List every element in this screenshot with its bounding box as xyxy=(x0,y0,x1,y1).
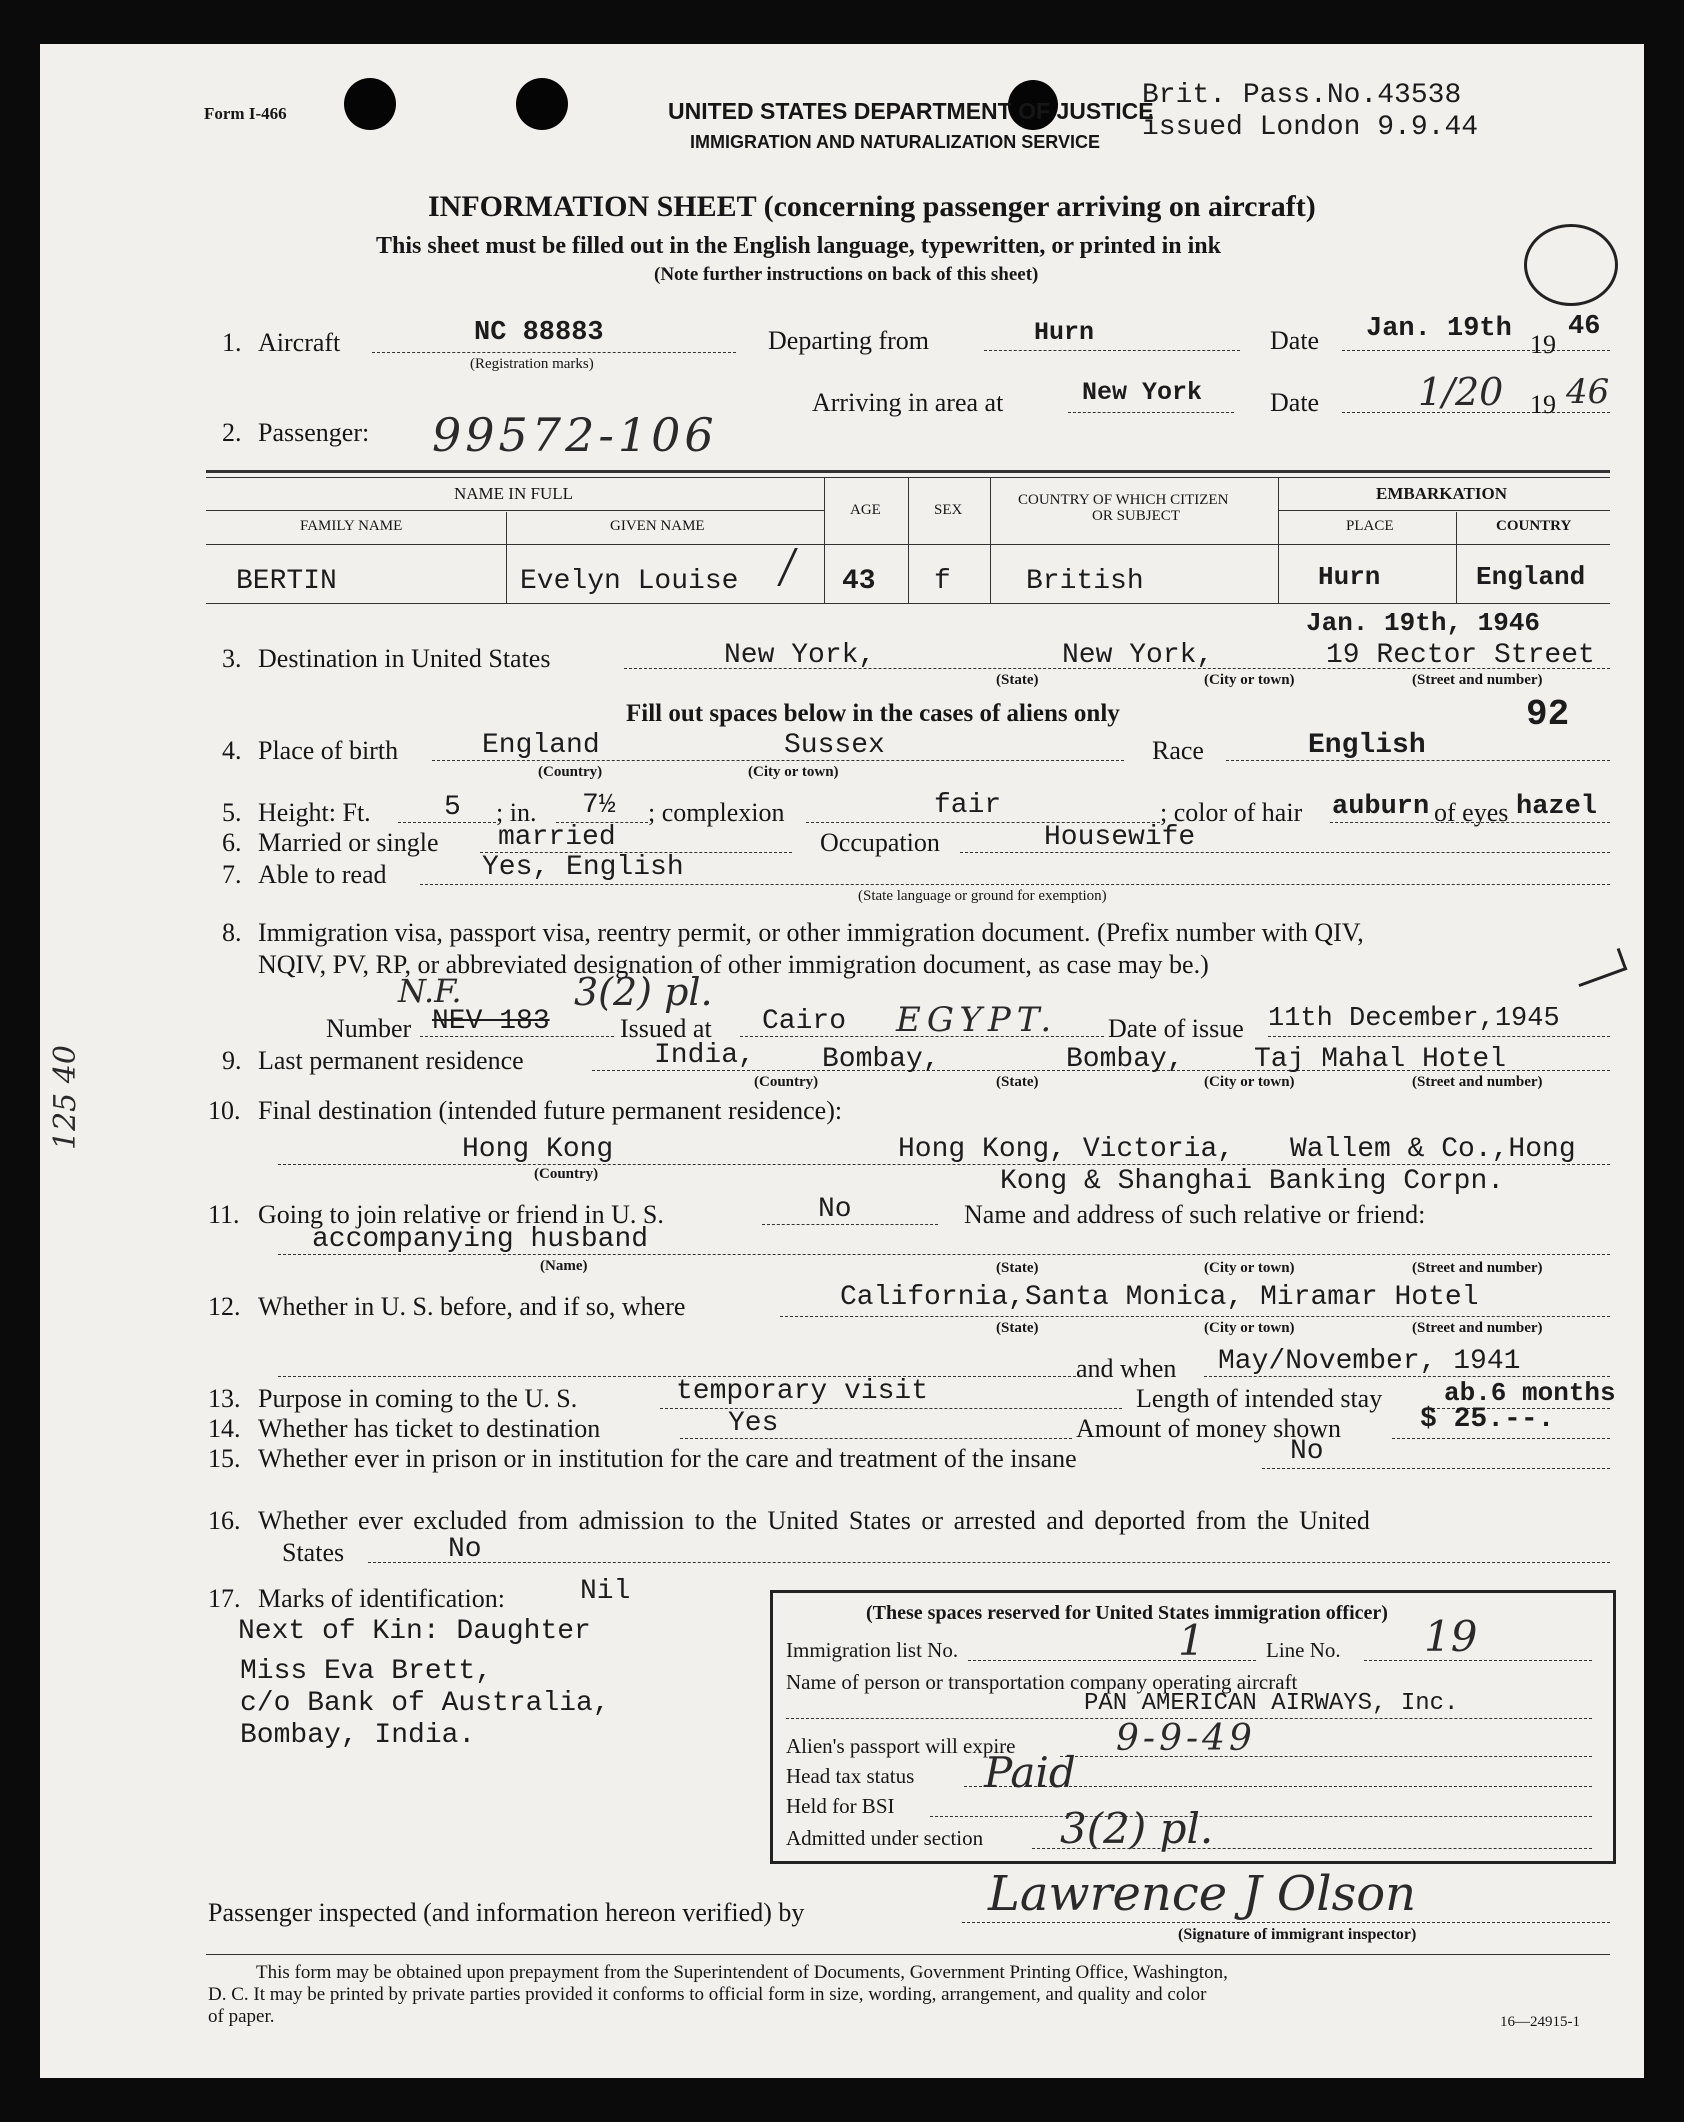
date-label-2: Date xyxy=(1270,388,1320,417)
purpose-value: temporary visit xyxy=(676,1376,929,1407)
arriving-label: Arriving in area at xyxy=(812,388,1004,417)
date-label-1: Date xyxy=(1270,326,1320,355)
admitted-label: Admitted under section xyxy=(786,1826,984,1850)
issued-at-label: Issued at xyxy=(620,1014,712,1043)
place-header: PLACE xyxy=(1346,518,1394,534)
item-number-16: 16. xyxy=(208,1506,241,1535)
relative-address-label: Name and address of such relative or friend: xyxy=(964,1200,1426,1229)
inspection-label: Passenger inspected (and information hereon verified) by xyxy=(208,1898,805,1927)
footer-line-2: D. C. It may be printed by private parties provided it conforms to official form in size, wording, arrangement, and quality and color xyxy=(208,1984,1207,2005)
street-caption-11: (Street and number) xyxy=(1412,1260,1543,1276)
stamp-number: 92 xyxy=(1526,694,1570,735)
item-number-6: 6. xyxy=(222,828,242,857)
aliens-only-heading: Fill out spaces below in the cases of aliens only xyxy=(626,700,1120,727)
punch-hole-1 xyxy=(344,78,396,130)
item-number-2: 2. xyxy=(222,418,242,447)
embarkation-country-value: England xyxy=(1476,562,1586,592)
document-instructions-1: Immigration visa, passport visa, reentry permit, or other immigration document. (Prefix number with QIV, xyxy=(258,918,1364,947)
previous-visit-value: California,Santa Monica, Miramar Hotel xyxy=(840,1282,1479,1313)
item-number-11: 11. xyxy=(208,1200,240,1229)
sheet-title: INFORMATION SHEET (concerning passenger arriving on aircraft) xyxy=(428,190,1316,223)
birth-country: England xyxy=(482,730,600,761)
excluded-value: No xyxy=(448,1534,482,1565)
item-number-1: 1. xyxy=(222,328,242,357)
sheet-note: (Note further instructions on back of this sheet) xyxy=(654,264,1039,285)
footer-line-1: This form may be obtained upon prepayment from the Superintendent of Documents, Government Printing Office, Washington, xyxy=(256,1962,1228,1983)
money-label: Amount of money shown xyxy=(1076,1414,1342,1443)
date-century-2: 19 xyxy=(1530,390,1556,419)
head-tax-label: Head tax status xyxy=(786,1764,915,1788)
country-header: COUNTRY xyxy=(1496,518,1572,534)
stay-value: ab.6 months xyxy=(1444,1378,1616,1408)
sheet-subtitle: This sheet must be filled out in the English language, typewritten, or printed in ink xyxy=(376,233,1221,259)
complexion-label: ; complexion xyxy=(648,798,785,827)
final-street-2: Kong & Shanghai Banking Corpn. xyxy=(1000,1166,1505,1197)
typed-passport-note: Brit. Pass.No.43538 xyxy=(1142,80,1462,111)
hair-label: ; color of hair xyxy=(1160,798,1303,827)
marks-value: Nil xyxy=(580,1576,631,1607)
street-caption-9: (Street and number) xyxy=(1412,1074,1543,1090)
item-number-9: 9. xyxy=(222,1046,242,1075)
final-state-city: Hong Kong, Victoria, xyxy=(898,1134,1235,1165)
ticket-value: Yes xyxy=(728,1408,779,1439)
marks-label: Marks of identification: xyxy=(258,1584,505,1613)
issue-date-label: Date of issue xyxy=(1108,1014,1244,1043)
family-name-header: FAMILY NAME xyxy=(300,518,403,534)
document-number: NEV 183 xyxy=(432,1006,550,1037)
country-caption-9: (Country) xyxy=(754,1074,819,1090)
item-number-15: 15. xyxy=(208,1444,241,1473)
embarkation-header: EMBARKATION xyxy=(1376,484,1507,503)
state-caption-9: (State) xyxy=(996,1074,1039,1090)
street-caption-3: (Street and number) xyxy=(1412,672,1543,688)
item-number-10: 10. xyxy=(208,1096,241,1125)
document-instructions-2: NQIV, PV, RP, or abbreviated designation of other immigration document, as case may be.) xyxy=(258,950,1209,979)
literacy-value: Yes, English xyxy=(482,852,684,883)
eyes-label: of eyes xyxy=(1434,798,1509,827)
prison-value: No xyxy=(1290,1436,1324,1467)
item-number-3: 3. xyxy=(222,644,242,673)
passenger-label: Passenger: xyxy=(258,418,370,447)
aircraft-label: Aircraft xyxy=(258,328,341,357)
passport-expire-value: 9-9-49 xyxy=(1116,1718,1256,1759)
last-residence-label: Last permanent residence xyxy=(258,1046,524,1075)
city-caption-4: (City or town) xyxy=(748,764,839,780)
registration-caption: (Registration marks) xyxy=(470,356,594,372)
item-number-5: 5. xyxy=(222,798,242,827)
bsi-label: Held for BSI xyxy=(786,1794,895,1818)
occupation-label: Occupation xyxy=(820,828,940,857)
birthplace-label: Place of birth xyxy=(258,736,399,765)
next-of-kin: Next of Kin: Daughter xyxy=(238,1616,591,1647)
citizen-value: British xyxy=(1026,566,1144,597)
money-value: $ 25.--. xyxy=(1420,1404,1555,1435)
department-heading: UNITED STATES DEPARTMENT OF JUSTICE xyxy=(668,98,1154,124)
item-number-17: 17. xyxy=(208,1584,241,1613)
inches-label: ; in. xyxy=(496,798,537,827)
destination-label: Destination in United States xyxy=(258,644,551,673)
kin-name: Miss Eva Brett, xyxy=(240,1656,493,1687)
when-label: and when xyxy=(1076,1354,1177,1383)
race-label: Race xyxy=(1152,736,1204,765)
eyes-value: hazel xyxy=(1516,792,1598,822)
height-label: Height: Ft. xyxy=(258,798,371,827)
admitted-value: 3(2) pl. xyxy=(1060,1804,1214,1853)
company-value: PAN AMERICAN AIRWAYS, Inc. xyxy=(1084,1690,1459,1717)
company-label: Name of person or transportation company operating aircraft xyxy=(786,1670,1298,1694)
name-in-full-header: NAME IN FULL xyxy=(454,484,573,503)
name-caption-11: (Name) xyxy=(540,1258,588,1274)
sex-header: SEX xyxy=(934,502,963,518)
literacy-caption: (State language or ground for exemption) xyxy=(858,888,1107,904)
list-no-label: Immigration list No. xyxy=(786,1638,959,1662)
departing-label: Departing from xyxy=(768,326,930,355)
purpose-label: Purpose in coming to the U. S. xyxy=(258,1384,578,1413)
city-caption-11: (City or town) xyxy=(1204,1260,1295,1276)
arriving-value: New York xyxy=(1082,378,1203,407)
prison-label: Whether ever in prison or in institution for the care and treatment of the insane xyxy=(258,1444,1077,1473)
aircraft-value: NC 88883 xyxy=(474,318,604,348)
passenger-file-number: 99572-106 xyxy=(432,408,718,462)
item-number-13: 13. xyxy=(208,1384,241,1413)
birth-city: Sussex xyxy=(784,730,885,761)
state-caption-3: (State) xyxy=(996,672,1039,688)
given-name-header: GIVEN NAME xyxy=(610,518,705,534)
departing-value: Hurn xyxy=(1034,318,1095,347)
when-value: May/November, 1941 xyxy=(1218,1346,1521,1377)
final-country: Hong Kong xyxy=(462,1134,614,1165)
residence-city: Bombay, xyxy=(1066,1044,1184,1075)
street-caption-12: (Street and number) xyxy=(1412,1320,1543,1336)
signature-caption: (Signature of immigrant inspector) xyxy=(1178,1926,1417,1943)
number-label: Number xyxy=(326,1014,412,1043)
date-century-1: 19 xyxy=(1530,330,1556,359)
destination-state: New York, xyxy=(724,640,876,671)
age-header: AGE xyxy=(850,502,881,518)
issued-at-annotation: EGYPT. xyxy=(896,1000,1058,1040)
arrival-date: 1/20 xyxy=(1418,370,1504,414)
departure-date: Jan. 19th xyxy=(1366,314,1512,344)
head-tax-value: Paid xyxy=(984,1748,1076,1797)
footer-line-3: of paper. xyxy=(208,2006,275,2027)
residence-country: India, xyxy=(654,1040,755,1071)
section-annotation: 3(2) pl. xyxy=(574,970,713,1014)
excluded-label-2: States xyxy=(282,1538,345,1567)
list-no-value: 1 xyxy=(1178,1616,1205,1665)
punch-hole-2 xyxy=(516,78,568,130)
arrival-stamp-date: Jan. 19th, 1946 xyxy=(1306,608,1541,638)
line-no-label: Line No. xyxy=(1266,1638,1341,1662)
service-heading: IMMIGRATION AND NATURALIZATION SERVICE xyxy=(690,132,1100,152)
city-caption-9: (City or town) xyxy=(1204,1074,1295,1090)
kin-address-1: c/o Bank of Australia, xyxy=(240,1688,610,1719)
inspector-signature: Lawrence J Olson xyxy=(988,1866,1417,1922)
country-caption-10: (Country) xyxy=(534,1166,599,1182)
issued-at-value: Cairo xyxy=(762,1006,847,1037)
form-number: Form I-466 xyxy=(204,104,287,123)
final-destination-label: Final destination (intended future permanent residence): xyxy=(258,1096,843,1125)
relative-name-value: accompanying husband xyxy=(312,1224,649,1255)
arrival-year: 46 xyxy=(1566,372,1610,412)
citizen-header-2: OR SUBJECT xyxy=(1092,508,1180,524)
hand-drawn-circle xyxy=(1524,224,1618,306)
occupation-value: Housewife xyxy=(1044,822,1196,853)
height-inches: 7½ xyxy=(582,790,616,821)
residence-state: Bombay, xyxy=(822,1044,940,1075)
officer-box-title: (These spaces reserved for United States immigration officer) xyxy=(866,1602,1388,1624)
item-number-8: 8. xyxy=(222,918,242,947)
excluded-label: Whether ever excluded from admission to the United States or arrested and deported from the United xyxy=(258,1506,1370,1535)
complexion-value: fair xyxy=(934,790,1002,821)
given-name-value: Evelyn Louise xyxy=(520,566,739,597)
stay-label: Length of intended stay xyxy=(1136,1384,1383,1413)
marital-label: Married or single xyxy=(258,828,439,857)
margin-annotation: 125 40 xyxy=(48,1045,83,1150)
passport-expire-label: Alien's passport will expire xyxy=(786,1734,1016,1758)
departure-year: 46 xyxy=(1568,312,1601,342)
previous-visit-label: Whether in U. S. before, and if so, where xyxy=(258,1292,686,1321)
document-number-annotation: N.F. xyxy=(398,972,462,1010)
family-name-value: BERTIN xyxy=(236,566,337,597)
country-caption-4: (Country) xyxy=(538,764,603,780)
join-relative-label: Going to join relative or friend in U. S. xyxy=(258,1200,664,1229)
state-caption-12: (State) xyxy=(996,1320,1039,1336)
race-value: English xyxy=(1308,730,1426,761)
height-feet: 5 xyxy=(444,792,461,823)
issue-date-value: 11th December,1945 xyxy=(1268,1004,1560,1034)
item-number-12: 12. xyxy=(208,1292,241,1321)
state-caption-11: (State) xyxy=(996,1260,1039,1276)
line-no-value: 19 xyxy=(1424,1612,1478,1661)
destination-city: New York, xyxy=(1062,640,1214,671)
age-value: 43 xyxy=(842,566,876,597)
ticket-label: Whether has ticket to destination xyxy=(258,1414,601,1443)
citizen-header: COUNTRY OF WHICH CITIZEN xyxy=(1018,492,1229,508)
typed-issued-note: issued London 9.9.44 xyxy=(1142,112,1479,143)
city-caption-12: (City or town) xyxy=(1204,1320,1295,1336)
join-relative-value: No xyxy=(818,1194,852,1225)
destination-street: 19 Rector Street xyxy=(1326,640,1595,671)
literacy-label: Able to read xyxy=(258,860,387,889)
item-number-14: 14. xyxy=(208,1414,241,1443)
final-street: Wallem & Co.,Hong xyxy=(1290,1134,1576,1165)
marital-value: married xyxy=(498,822,616,853)
city-caption-3: (City or town) xyxy=(1204,672,1295,688)
item-number-4: 4. xyxy=(222,736,242,765)
embarkation-place-value: Hurn xyxy=(1318,562,1381,592)
hair-value: auburn xyxy=(1332,792,1430,822)
sex-value: f xyxy=(934,566,951,597)
residence-street: Taj Mahal Hotel xyxy=(1254,1044,1507,1075)
kin-address-2: Bombay, India. xyxy=(240,1720,476,1751)
form-print-code: 16—24915-1 xyxy=(1500,2014,1580,2030)
item-number-7: 7. xyxy=(222,860,242,889)
